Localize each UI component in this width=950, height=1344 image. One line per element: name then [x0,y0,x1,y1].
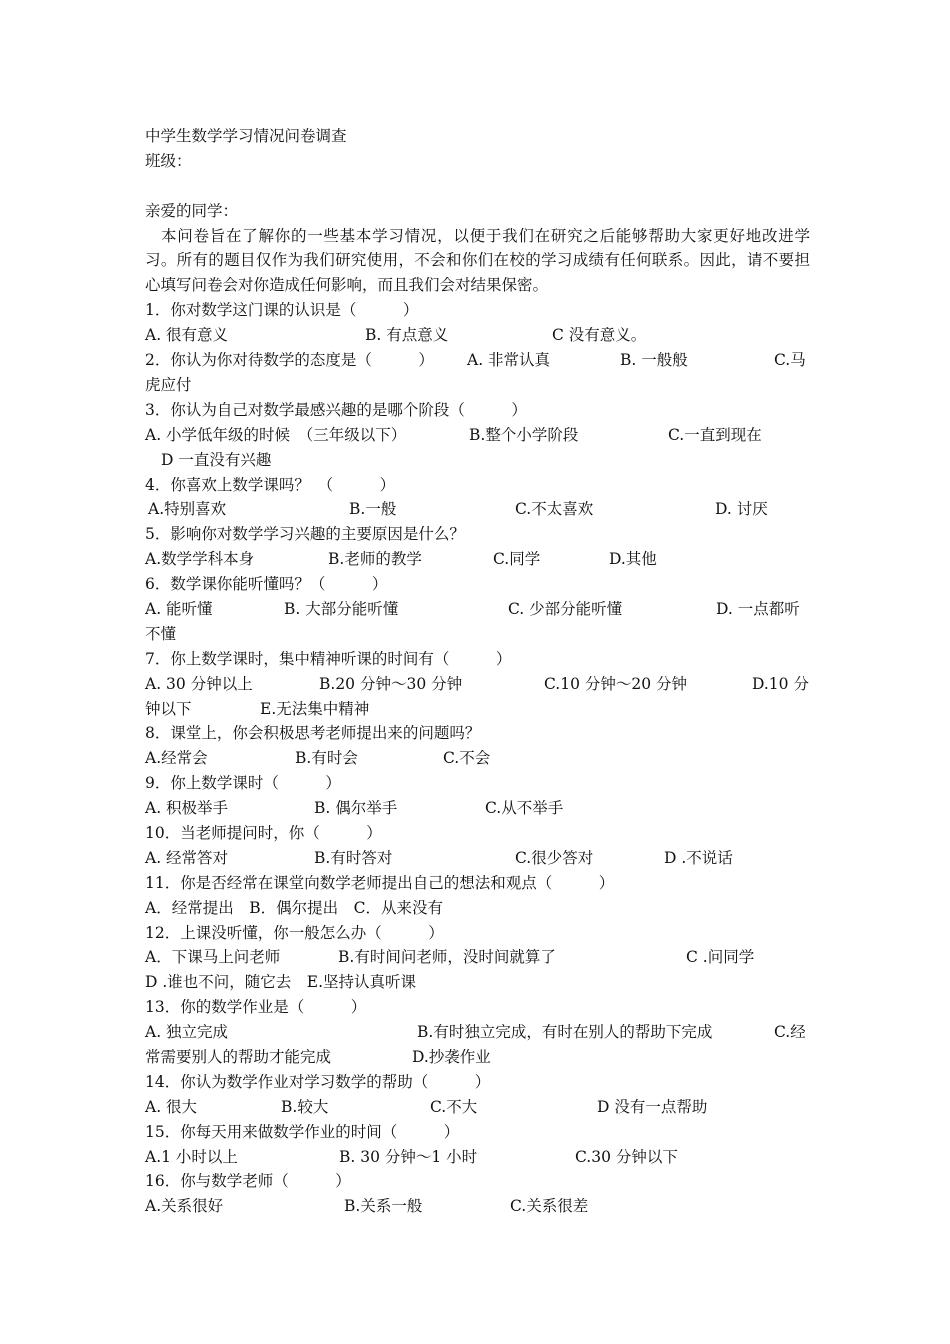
option-5c: C.同学 [493,550,541,569]
question-10: 10．当老师提问时，你（ ） [145,823,382,842]
question-9: 9．你上数学课时（ ） [145,774,341,793]
option-13c-cont: 常需要别人的帮助才能完成 [145,1048,332,1066]
options-3 [145,423,810,448]
option-16a: A.关系很好 [145,1197,224,1216]
question-11: 11．你是否经常在课堂向数学老师提出自己的想法和观点（ ） [145,873,615,892]
option-16b: B.关系一般 [344,1197,423,1216]
option-12a: A．下课马上问老师 [145,948,281,967]
option-14b: B.较大 [281,1097,329,1116]
survey-document [145,124,810,1219]
question-14: 14．你认为数学作业对学习数学的帮助（ ） [145,1072,491,1091]
option-2c-cont: 虎应付 [145,375,192,394]
option-7e: E.无法集中精神 [260,699,370,718]
option-15c: C.30 分钟以下 [575,1147,678,1166]
option-15b: B. 30 分钟～1 小时 [339,1147,478,1166]
class-label: 班级： [145,151,192,170]
question-12: 12．上课没听懂，你一般怎么办（ ） [145,923,444,942]
option-9a: A. 积极举手 [145,799,229,818]
option-15a: A.1 小时以上 [145,1147,238,1166]
greeting: 亲爱的同学： [145,201,239,220]
question-6: 6．数学课你能听懂吗？（ ） [145,575,388,594]
option-4c: C.不太喜欢 [515,500,594,519]
options-9 [145,796,810,821]
option-4a: A.特别喜欢 [148,500,227,519]
options-15 [145,1145,810,1170]
option-6c: C. 少部分能听懂 [508,599,623,618]
option-3d: D 一直没有兴趣 [161,450,272,469]
options-8 [145,746,810,771]
option-13c: C.经 [774,1023,806,1042]
options-12 [145,945,810,970]
option-7c: C.10 分钟～20 分钟 [544,674,688,693]
options-6 [145,597,810,622]
option-6d-cont: 不懂 [145,624,177,643]
options-1 [145,323,810,348]
options-7 [145,672,810,697]
question-4: 4．你喜欢上数学课吗？ （ ） [145,475,396,494]
option-2a: A. 非常认真 [467,351,551,370]
question-1: 1．你对数学这门课的认识是（ ） [145,301,419,320]
option-14d: D 没有一点帮助 [597,1097,708,1116]
intro-paragraph: 本问卷旨在了解你的一些基本学习情况，以便于我们在研究之后能够帮助大家更好地改进学习。所有的题目仅作为我们研究使用，不会和你们在校的学习成绩有任何联系。因此，请不要担心填写问卷会对你造成任何影响，而且我们会对结果保密。 [145,226,810,295]
option-10d: D .不说话 [664,848,733,867]
option-3b: B.整个小学阶段 [469,425,579,444]
question-2: 2．你认为你对待数学的态度是（ ） [145,351,434,370]
option-9c: C.从不举手 [485,799,564,818]
option-13a: A. 独立完成 [145,1023,229,1042]
option-10c: C.很少答对 [515,848,594,867]
option-5a: A.数学学科本身 [145,550,255,569]
option-4d: D. 讨厌 [715,500,768,519]
question-8: 8．课堂上，你会积极思考老师提出来的问题吗？ [145,724,481,743]
question-2-line [145,348,810,373]
option-7b: B.20 分钟～30 分钟 [319,674,463,693]
survey-title: 中学生数学学习情况问卷调查 [145,127,347,145]
option-6b: B. 大部分能听懂 [284,599,399,618]
option-6d: D. 一点都听 [716,599,800,618]
options-5 [145,547,810,572]
option-10b: B.有时答对 [314,848,393,867]
options-13-cont [145,1045,810,1070]
options-10 [145,846,810,871]
option-2b: B. 一般般 [620,351,688,370]
question-15: 15．你每天用来做数学作业的时间（ ） [145,1122,460,1141]
option-3c: C.一直到现在 [668,425,762,444]
option-8b: B.有时会 [295,749,358,768]
option-1a: A. 很有意义 [145,326,229,345]
option-8c: C.不会 [443,749,491,768]
options-14 [145,1095,810,1120]
option-9b: B. 偶尔举手 [314,799,398,818]
option-6a: A. 能听懂 [145,599,213,618]
options-13 [145,1020,810,1045]
option-14a: A. 很大 [145,1097,198,1116]
question-7: 7．你上数学课时，集中精神听课的时间有（ ） [145,649,512,668]
option-10a: A. 经常答对 [145,848,229,867]
option-7d: D.10 分 [752,674,809,693]
option-4b: B.一般 [349,500,397,519]
question-13: 13．你的数学作业是（ ） [145,998,367,1017]
option-7d-cont: 钟以下 [145,699,192,718]
option-16c: C.关系很差 [510,1197,589,1216]
option-12b: B.有时间问老师，没时间就算了 [338,948,556,967]
question-5: 5．影响你对数学学习兴趣的主要原因是什么？ [145,525,465,544]
question-3: 3．你认为自己对数学最感兴趣的是哪个阶段（ ） [145,400,527,419]
question-16: 16．你与数学老师（ ） [145,1172,351,1191]
option-5b: B.老师的教学 [328,550,422,569]
option-13d: D.抄袭作业 [412,1048,491,1066]
options-11: A．经常提出 B．偶尔提出 C．从来没有 [145,898,443,917]
option-1c: C 没有意义。 [552,326,647,345]
options-4 [145,497,810,522]
option-12c: C .问同学 [686,948,755,967]
options-16 [145,1194,810,1219]
option-8a: A.经常会 [145,749,208,768]
option-7a: A. 30 分钟以上 [145,674,253,693]
option-2c: C.马 [774,351,806,370]
option-14c: C.不大 [430,1097,478,1116]
option-13b: B.有时独立完成，有时在别人的帮助下完成 [417,1023,713,1042]
option-5d: D.其他 [609,550,657,569]
option-3a: A. 小学低年级的时候 （三年级以下） [145,425,407,444]
options-12-cont: D .谁也不问，随它去 E.坚持认真听课 [145,973,417,992]
option-1b: B. 有点意义 [365,326,449,345]
blank-line [145,174,810,199]
options-7-cont [145,697,810,722]
